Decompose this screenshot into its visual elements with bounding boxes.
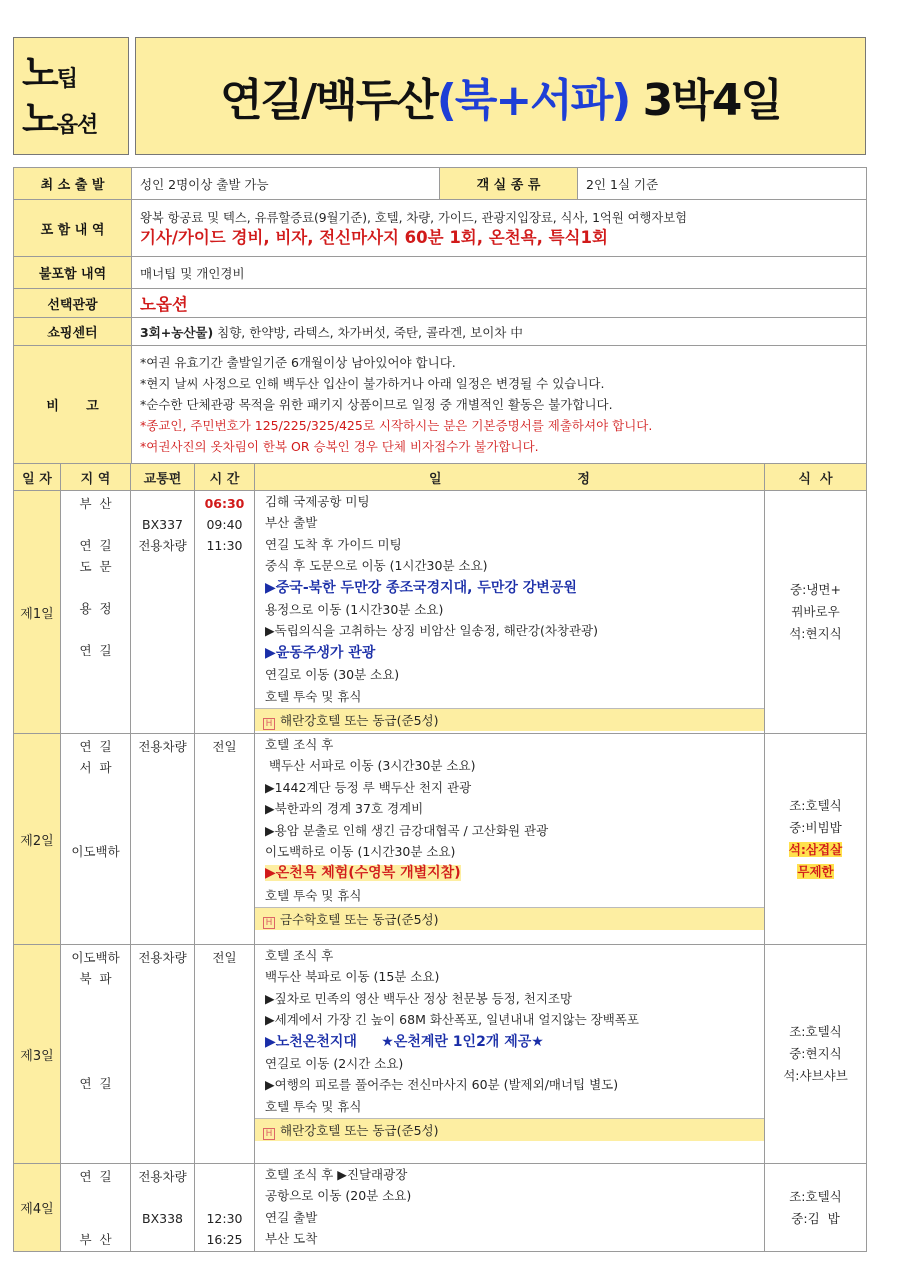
itinerary-item: 연길로 이동 (2시간 소요) — [265, 1056, 404, 1072]
region-cell: 이도백하 북 파 연 길 — [61, 945, 131, 1164]
hotel-icon: H — [263, 718, 275, 730]
itinerary-item: ▶노천온천지대 ★온천계란 1인2개 제공★ — [265, 1033, 544, 1050]
day-row-3 — [14, 945, 867, 1164]
remark-item: *순수한 단체관광 목적을 위한 패키지 상품이므로 일정 중 개별적인 활동은 불가합니다. — [140, 397, 613, 412]
itinerary-item: 호텔 조식 후 — [265, 737, 334, 752]
itinerary-cell — [255, 1164, 765, 1252]
included-line-1: 왕복 항공료 및 텍스, 유류할증료(9월기준), 호텔, 차량, 가이드, 관광지입장료, 식사, 1억원 여행자보험 — [140, 210, 687, 225]
itinerary-item: 호텔 투숙 및 휴식 — [265, 887, 362, 903]
meal-cell: 조:호텔식 중:김 밥 — [765, 1164, 867, 1252]
hotel-info: H 금수학호텔 또는 동급(준5성) — [255, 907, 764, 930]
hotel-icon: H — [263, 1128, 275, 1140]
col-time: 시 간 — [195, 464, 255, 491]
shopping-value: 3회+농산물) 침향, 한약방, 라텍스, 차가버섯, 죽탄, 콜라겐, 보이차 中 — [132, 318, 867, 346]
itinerary-cell — [255, 945, 765, 1164]
remark-item: *여권사진의 옷차림이 한복 OR 승복인 경우 단체 비자접수가 불가합니다. — [140, 439, 539, 454]
room-type-value: 2인 1실 기준 — [578, 168, 867, 200]
min-departure-value: 성인 2명이상 출발 가능 — [132, 168, 440, 200]
itinerary-item: ▶온천욕 체험(수영복 개별지참) — [265, 865, 461, 882]
itinerary-item: 연길 출발 — [265, 1209, 318, 1225]
col-day: 일 자 — [14, 464, 61, 491]
excluded-value: 매너팁 및 개인경비 — [132, 257, 867, 289]
optional-tour-label: 선택관광 — [14, 289, 132, 318]
itinerary-item: 연길 도착 후 가이드 미팅 — [265, 536, 402, 552]
itinerary-cell — [255, 734, 765, 945]
itinerary-item: 부산 출발 — [265, 515, 318, 531]
info-table — [13, 167, 867, 464]
itinerary-item: ▶윤동주생가 관광 — [265, 644, 376, 661]
page-title: 연길/백두산 (북+서파) 3박4일 — [135, 37, 866, 155]
col-meal: 식 사 — [765, 464, 867, 491]
excluded-label: 불포함 내역 — [14, 257, 132, 289]
logo-box — [13, 37, 129, 155]
itinerary-item: ▶1442계단 등정 루 백두산 천지 관광 — [265, 779, 472, 795]
region-cell: 연 길 부 산 — [61, 1164, 131, 1252]
itinerary-item: ▶중국-북한 두만강 종조국경지대, 두만강 강변공원 — [265, 579, 577, 596]
itinerary-item: ▶북한과의 경계 37호 경계비 — [265, 801, 424, 817]
day-label: 제1일 — [14, 491, 61, 734]
itinerary-item: ▶독립의식을 고취하는 상징 비암산 일송정, 해란강(차창관광) — [265, 623, 599, 639]
schedule-table — [13, 463, 867, 1252]
shopping-label: 쇼핑센터 — [14, 318, 132, 346]
itinerary-item: 김해 국제공항 미팅 — [265, 494, 370, 509]
meal-cell: 조:호텔식 중:비빔밥 석:삼겹살 무제한 — [765, 734, 867, 945]
itinerary-item: 호텔 투숙 및 휴식 — [265, 1098, 362, 1114]
col-itinerary: 일 정 — [255, 464, 765, 491]
transport-cell: 전용차량 — [131, 945, 195, 1164]
day-row-2 — [14, 734, 867, 945]
remark-item: *여권 유효기간 출발일기준 6개월이상 남아있어야 합니다. — [140, 355, 456, 370]
transport-cell: 전용차량 — [131, 734, 195, 945]
time-cell: 전일 — [195, 945, 255, 1164]
included-line-2: 기사/가이드 경비, 비자, 전신마사지 60분 1회, 온천욕, 특식1회 — [140, 227, 608, 247]
day-label: 제4일 — [14, 1164, 61, 1252]
remark-item: *현지 날씨 사정으로 인해 백두산 입산이 불가하거나 아래 일정은 변경될 수 있습니다. — [140, 376, 605, 391]
meal-cell: 중:냉면+ 꿔바로우 석:현지식 — [765, 491, 867, 734]
itinerary-item: 연길로 이동 (30분 소요) — [265, 667, 400, 683]
time-cell: 12:30 16:25 — [195, 1164, 255, 1252]
day-label: 제2일 — [14, 734, 61, 945]
transport-cell: 전용차량 BX338 — [131, 1164, 195, 1252]
included-label: 포 함 내 역 — [14, 200, 132, 257]
remark-item: *종교인, 주민번호가 125/225/325/425로 시작하시는 분은 기본증명서를 제출하셔야 합니다. — [140, 418, 653, 433]
itinerary-cell — [255, 491, 765, 734]
time-cell: 전일 — [195, 734, 255, 945]
transport-cell: BX337 전용차량 — [131, 491, 195, 734]
hotel-info: H 해란강호텔 또는 동급(준5성) — [255, 1118, 764, 1141]
remarks-label: 비 고 — [14, 346, 132, 464]
itinerary-item: 중식 후 도문으로 이동 (1시간30분 소요) — [265, 558, 488, 574]
col-transport: 교통편 — [131, 464, 195, 491]
hotel-info: H 해란강호텔 또는 동급(준5성) — [255, 708, 764, 731]
room-type-label: 객 실 종 류 — [440, 168, 578, 200]
min-departure-label: 최 소 출 발 — [14, 168, 132, 200]
day-row-1 — [14, 491, 867, 734]
itinerary-item: 호텔 조식 후 — [265, 948, 334, 963]
region-cell: 연 길 서 파 이도백하 — [61, 734, 131, 945]
time-cell: 06:30 09:40 11:30 — [195, 491, 255, 734]
optional-tour-value: 노옵션 — [132, 289, 867, 318]
itinerary-item: ▶용암 분출로 인해 생긴 금강대협곡 / 고산화원 관광 — [265, 822, 549, 838]
region-cell: 부 산 연 길 도 문 용 정 연 길 — [61, 491, 131, 734]
itinerary-item: 백두산 서파로 이동 (3시간30분 소요) — [265, 758, 476, 774]
itinerary-item: ▶세계에서 가장 긴 높이 68M 화산폭포, 일년내내 얼지않는 장백폭포 — [265, 1012, 639, 1028]
itinerary-item: 이도백하로 이동 (1시간30분 소요) — [265, 844, 456, 860]
itinerary-item: ▶짚차로 민족의 영산 백두산 정상 천문봉 등정, 천지조망 — [265, 990, 573, 1006]
itinerary-item: 호텔 조식 후 ▶진달래광장 — [265, 1167, 408, 1182]
day-row-4 — [14, 1164, 867, 1252]
day-label: 제3일 — [14, 945, 61, 1164]
itinerary-item: 공항으로 이동 (20분 소요) — [265, 1188, 412, 1204]
itinerary-item: 호텔 투숙 및 휴식 — [265, 688, 362, 704]
itinerary-item: 부산 도착 — [265, 1231, 318, 1247]
hotel-icon: H — [263, 917, 275, 929]
logo-no-option: 노옵션 — [22, 97, 98, 141]
logo-no-tip: 노팁 — [22, 51, 77, 95]
remarks-list — [132, 346, 867, 464]
itinerary-item: ▶여행의 피로를 풀어주는 전신마사지 60분 (발제외/매너팁 별도) — [265, 1077, 619, 1093]
col-region: 지 역 — [61, 464, 131, 491]
itinerary-item: 백두산 북파로 이동 (15분 소요) — [265, 969, 440, 985]
itinerary-item: 용정으로 이동 (1시간30분 소요) — [265, 602, 444, 618]
meal-cell: 조:호텔식 중:현지식 석:샤브샤브 — [765, 945, 867, 1164]
